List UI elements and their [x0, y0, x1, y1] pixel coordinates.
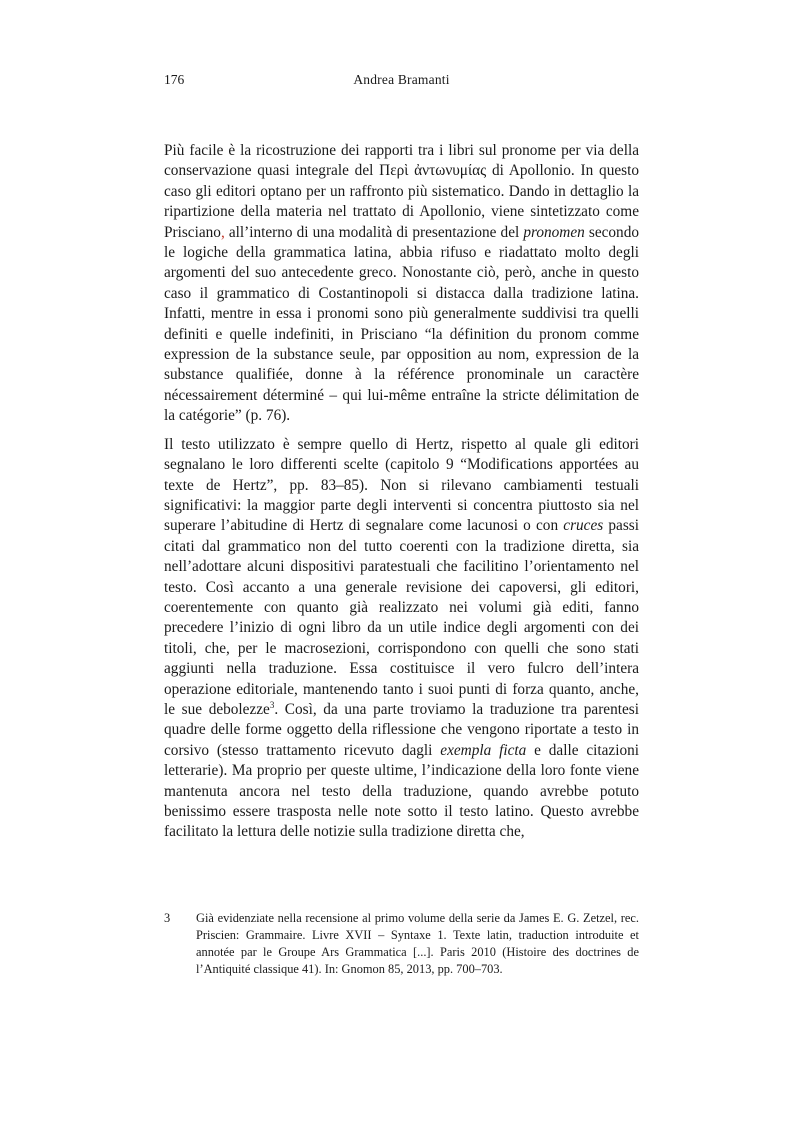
- footnotes: [164, 910, 639, 978]
- footnote-number: 3: [164, 911, 171, 925]
- running-head-author: Andrea Bramanti: [353, 72, 450, 87]
- paragraph-2-text-a: Il testo utilizzato è sempre quello di Hertz, rispetto al quale gli editori segnalano le loro differenti scelte (capitolo 9 “Modifications apportées au texte de Hertz”, pp. 83–85). Non si rilevano cambiamenti testuali significativi: la maggior parte degli interventi si concentra piuttosto sia nel superare l’abitudine di Hertz di segnalare come lacunosi o con: [164, 435, 639, 535]
- page-number: 176: [164, 72, 185, 87]
- paragraph-1-text-b: di Apollonio. In questo caso gli editori optano per un raffronto più sistematico. Dando in dettaglio la ripartizione della materia nel trattato di Apollonio, viene sintetizzato come Prisciano: [164, 162, 639, 241]
- footnote-reference[interactable]: 3: [269, 699, 275, 710]
- body-text: [164, 141, 639, 843]
- footnote-text: Già evidenziate nella recensione al primo volume della serie da James E. G. Zetzel, rec. Priscien: Grammaire. Livre XVII – Syntaxe 1. Texte latin, traduction introduite et annotée par le Groupe Ars Grammatica [...]. Paris 2010 (Histoire des doctrines de l’Antiquité classique 41). In: Gnomon 85, 2013, pp. 700–703.: [196, 911, 639, 976]
- paragraph-1-text-c: all’interno di una modalità di presentazione del: [224, 223, 524, 241]
- footnote-item: [164, 910, 639, 978]
- italic-cruces: cruces: [563, 517, 604, 535]
- paragraph-1-text-a: Più facile è la ricostruzione dei rapporti tra i libri sul pronome per via della conservazione quasi integrale del: [164, 142, 639, 180]
- red-comma-mark: ,: [220, 223, 225, 241]
- paragraph-2: [164, 435, 639, 843]
- italic-exempla-ficta: exempla ficta: [440, 741, 527, 759]
- paragraph-2-text-b: passi citati dal grammatico non del tutto coerenti con la tradizione diretta, sia nell’adottare alcuni dispositivi paratestuali che facilitino l’orientamento nel testo. Così accanto a una generale revisione dei capoversi, gli editori, coerentemente con quanto già realizzato nei volumi già editi, fanno precedere l’inizio di ogni libro da un utile indice degli argomenti con dei titoli, che, per le macrosezioni, corrispondono con quelli che sono stati aggiunti nella traduzione. Essa costituisce il vero fulcro dell’intera operazione editoriale, mantenendo tanto i suoi punti di forza quanto, anche, le sue debolezze: [164, 517, 639, 718]
- paragraph-2-text-c: . Così, da una parte troviamo la traduzione tra parentesi quadre delle forme oggetto della riflessione che vengono riportate a testo in corsivo (stesso trattamento ricevuto dagli: [164, 700, 639, 759]
- paragraph-1: [164, 141, 639, 427]
- greek-title: Περὶ ἀντωνυμίας: [379, 162, 487, 180]
- paragraph-1-text-d: secondo le logiche della grammatica latina, abbia rifuso e riadattato molto degli argomenti del suo antecedente greco. Nonostante ciò, però, anche in questo caso il grammatico di Costantinopoli si distacca dalla tradizione latina. Infatti, mentre in essa i pronomi sono più generalmente suddivisi tra quelli definiti e quelle indefiniti, in Prisciano “la définition du pronom comme expression de la substance seule, par opposition au nom, expression de la substance qualifiée, donne à la référence pronominale un caractère nécessairement déterminé – qui lui-même entraîne la stricte délimitation de la catégorie” (p. 76).: [164, 223, 639, 425]
- italic-pronomen: pronomen: [523, 223, 585, 241]
- paragraph-2-text-d: e dalle citazioni letterarie). Ma proprio per queste ultime, l’indicazione della loro fonte viene mantenuta ancora nel testo della traduzione, quando avrebbe potuto benissimo essere trasposta nelle note sotto il testo latino. Questo avrebbe facilitato la lettura delle notizie sulla tradizione diretta che,: [164, 741, 640, 841]
- page-header: [164, 72, 639, 92]
